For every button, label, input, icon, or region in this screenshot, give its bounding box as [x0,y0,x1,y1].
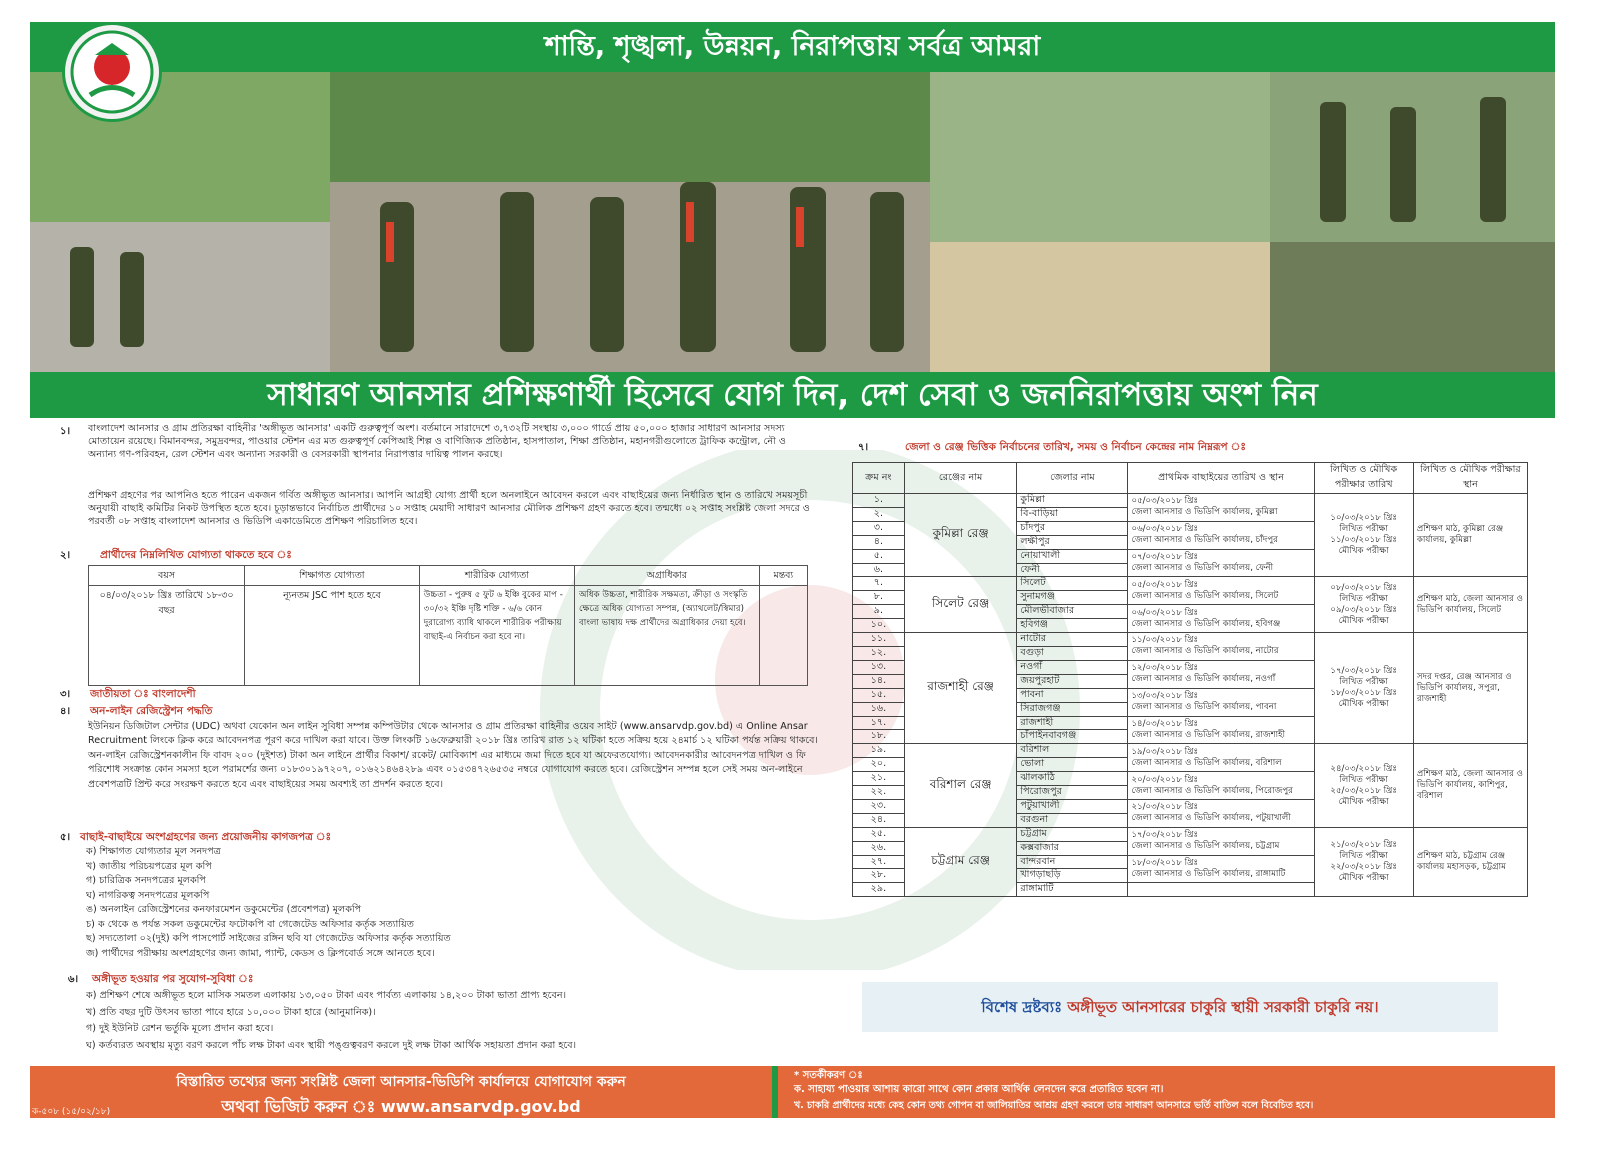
exam-date-line: লিখিত পরীক্ষা [1339,524,1388,535]
district-cell: পিরোজপুর [1017,786,1128,800]
district-cell: লক্ষীপুর [1017,535,1128,549]
age-cell: ০৪/০৩/২০১৮ খ্রিঃ তারিখে ১৮-৩০ বছর [89,586,245,686]
district-cell: বি-বাড়িয়া [1017,507,1128,521]
prelim-date: ১৯/০৩/২০১৮ খ্রিঃ [1131,746,1199,757]
header-exam-place: লিখিত ও মৌখিক পরীক্ষার স্থান [1413,463,1527,494]
remarks-cell [759,586,807,686]
prelim-cell [1128,494,1314,522]
header-age: বয়স [89,566,245,586]
district-cell: সুনামগঞ্জ [1017,591,1128,605]
prelim-date: ১৭/০৩/২০১৮ খ্রিঃ [1131,830,1199,841]
prelim-cell [1128,521,1314,549]
district-cell: চাঁপাইনবাবগঞ্জ [1017,730,1128,744]
prelim-place: জেলা আনসার ও ভিডিপি কার্যালয়, নাটোর [1131,646,1279,657]
prelim-cell [1128,799,1314,827]
benefits-list [86,988,826,1054]
schedule-header-row [853,463,1528,494]
serial-cell: ৭. [853,577,905,591]
headline: সাধারণ আনসার প্রশিক্ষণার্থী হিসেবে যোগ দিন, দেশ সেবা ও জননিরাপত্তায় অংশ নিন [267,377,1318,413]
district-cell: সিলেট [1017,577,1128,591]
serial-cell: ৪. [853,535,905,549]
prelim-place: জেলা আনসার ও ভিডিপি কার্যালয়, পাবনা [1131,702,1277,713]
exam-date-line: ১১/০৩/২০১৮ খ্রিঃ [1330,535,1397,546]
exam-date-line: ২২/০৩/২০১৮ খ্রিঃ [1330,862,1397,873]
serial-cell: ২৬. [853,841,905,855]
district-cell: ভোলা [1017,758,1128,772]
physical-cell: উচ্চতা - পুরুষ ৫ ফুট ৬ ইঞ্চি বুকের মাপ - ৩০/৩২ ইঞ্চি দৃষ্টি শক্তি - ৬/৬ কোন দুরারোগ্য ব্যাধি থাকলে শারীরিক পরীক্ষায় বাছাই-এ নির্বাচন করা হবে না। [419,586,574,686]
district-cell: চাঁদপুর [1017,521,1128,535]
notice-text: অঙ্গীভূত আনসারের চাকুরি স্থায়ী সরকারী চাকুরি নয়। [1067,998,1379,1016]
district-cell: কক্সবাজার [1017,841,1128,855]
prelim-date: ১৪/০৩/২০১৮ খ্রিঃ [1131,718,1199,729]
header-priority: অগ্রাধিকার [574,566,759,586]
serial-cell: ১৫. [853,688,905,702]
education-cell: ন্যূনতম JSC পাশ হতে হবে [245,586,420,686]
section-6-title: অঙ্গীভূত হওয়ার পর সুযোগ-সুবিধা ঃ [92,973,254,985]
prelim-cell [1128,772,1314,800]
section-5-number: ৫। [60,832,71,843]
warning-2: খ. চাকরি প্রার্থীদের মধ্যে কেহ কোন তথ্য গোপন বা জালিয়াতির আশ্রয় গ্রহণ করলে তার সাধারণ আনসারে ভর্তি বাতিল বলে বিবেচিত হবে। [794,1100,1314,1111]
list-item: চ) ক থেকে ঙ পর্যন্ত সকল ডকুমেন্টের ফটোকপি বা গেজেটেড অফিসার কর্তৃক সত্যায়িত [86,918,414,930]
top-banner [30,22,1555,72]
exam-date-line: লিখিত পরীক্ষা [1339,851,1388,862]
list-item: ঙ) অনলাইন রেজিস্ট্রেশনের কনফারমেশন ডকুমেন্টের (প্রবেশপত্র) মূলকপি [86,904,362,915]
header-district: জেলার নাম [1017,463,1128,494]
district-cell: বগুড়া [1017,646,1128,660]
serial-cell: ৯. [853,605,905,619]
serial-cell: ১৩. [853,660,905,674]
schedule-row [853,744,1528,758]
prelim-date: ২০/০৩/২০১৮ খ্রিঃ [1131,774,1199,785]
serial-cell: ১০. [853,619,905,633]
exam-place-cell: প্রশিক্ষণ মাঠ, চট্টগ্রাম রেঞ্জ কার্যালয় মহাসড়ক, চট্টগ্রাম [1413,827,1527,897]
district-cell: সিরাজগঞ্জ [1017,702,1128,716]
header-remarks: মন্তব্য [759,566,807,586]
prelim-place: জেলা আনসার ও ভিডিপি কার্যালয়, রাজশাহী [1131,729,1286,740]
prelim-date: ২১/০৩/২০১৮ খ্রিঃ [1131,802,1199,813]
exam-date-line: ১৮/০৩/২০১৮ খ্রিঃ [1330,688,1397,699]
footer-contact-bar [30,1066,772,1118]
district-cell: কুমিল্লা [1017,494,1128,508]
range-name-cell: সিলেট রেঞ্জ [904,577,1017,633]
district-cell: নওগাঁ [1017,660,1128,674]
notice-box [862,982,1498,1032]
serial-cell: ১৮. [853,730,905,744]
district-cell: ফেনী [1017,563,1128,577]
qualification-header-row [89,566,808,586]
schedule-row [853,827,1528,841]
prelim-date: ১৩/০৩/২০১৮ খ্রিঃ [1131,691,1199,702]
section-3-title: জাতীয়তা ঃ বাংলাদেশী [90,688,196,700]
exam-date-line: ১০/০৩/২০১৮ খ্রিঃ [1330,513,1397,524]
prelim-cell [1128,855,1314,883]
exam-date-line: মৌখিক পরীক্ষা [1338,615,1389,626]
range-name-cell: বরিশাল রেঞ্জ [904,744,1017,827]
district-cell: বান্দরবান [1017,855,1128,869]
collage-svg [30,72,1555,372]
serial-cell: ২৫. [853,827,905,841]
serial-cell: ১৬. [853,702,905,716]
exam-date-cell [1314,744,1413,827]
serial-cell: ১৪. [853,674,905,688]
district-cell: জয়পুরহাট [1017,674,1128,688]
section-1-number: ১। [60,426,71,437]
district-cell: পাবনা [1017,688,1128,702]
exam-place-cell: প্রশিক্ষণ মাঠ, জেলা আনসার ও ভিডিপি কার্যালয়, সিলেট [1413,577,1527,633]
serial-cell: ২১. [853,772,905,786]
photo-collage [30,72,1555,372]
prelim-place: জেলা আনসার ও ভিডিপি কার্যালয়, নওগাঁ [1131,674,1276,685]
training-ground-photo [930,72,1270,242]
qualification-row [89,586,808,686]
warning-title: * সতর্কীকরণ ঃ [794,1070,863,1081]
footer-warning-bar [772,1066,1555,1118]
list-item: খ) প্রতি বছর দুটি উৎসব ভাতা পাবে হারে ১০,০০০ টাকা হারে (আনুমানিক)। [86,1006,376,1018]
exam-date-line: লিখিত পরীক্ষা [1339,774,1388,785]
exam-date-line: লিখিত পরীক্ষা [1339,677,1388,688]
district-cell: চট্টগ্রাম [1017,827,1128,841]
prelim-place: জেলা আনসার ও ভিডিপি কার্যালয়, চাঁদপুর [1131,535,1278,546]
prelim-cell [1128,716,1314,744]
footer-divider [772,1066,778,1118]
ansar-vdp-logo [62,22,162,122]
district-cell: রাঙ্গামাটি [1017,883,1128,897]
section-3-number: ৩। [60,689,71,700]
prelim-date: ১৮/০৩/২০১৮ খ্রিঃ [1131,857,1199,868]
prelim-cell [1128,633,1314,661]
exam-date-line: মৌখিক পরীক্ষা [1338,546,1389,557]
prelim-place: জেলা আনসার ও ভিডিপি কার্যালয়, সিলেট [1131,590,1279,601]
prelim-cell [1128,549,1314,577]
prelim-cell [1128,577,1314,605]
exam-date-line: মৌখিক পরীক্ষা [1338,873,1389,884]
district-cell: খাগড়াছড়ি [1017,869,1128,883]
emblem-icon [65,25,159,119]
serial-cell: ২৯. [853,883,905,897]
range-name-cell: কুমিল্লা রেঞ্জ [904,494,1017,577]
march-photo [330,182,930,372]
list-item: ক) শিক্ষাগত যোগ্যতার মূল সনদপত্র [86,846,221,857]
warning-1: ক. সাহায্য পাওয়ার আশায় কারো সাথে কোন প্রকার আর্থিক লেনদেন করে প্রতারিত হবেন না। [794,1084,1164,1095]
prelim-date: ১২/০৩/২০১৮ খ্রিঃ [1131,663,1199,674]
prelim-cell [1128,605,1314,633]
serial-cell: ৩. [853,521,905,535]
footer-website-link[interactable]: অথবা ভিজিট করুন ঃ www.ansarvdp.gov.bd [221,1097,581,1116]
schedule-row [853,494,1528,508]
prelim-place: জেলা আনসার ও ভিডিপি কার্যালয়, ফেনী [1131,563,1274,574]
serial-cell: ৬. [853,563,905,577]
prelim-cell [1128,660,1314,688]
section-2-title: প্রার্থীদের নিম্নলিখিত যোগ্যতা থাকতে হবে ঃ [100,549,292,561]
header-physical: শারীরিক যোগ্যতা [419,566,574,586]
header-range: রেঞ্জের নাম [904,463,1017,494]
exam-date-cell [1314,494,1413,577]
range-name-cell: চট্টগ্রাম রেঞ্জ [904,827,1017,897]
serial-cell: ২. [853,507,905,521]
serial-cell: ২৩. [853,799,905,813]
exam-date-line: ২৪/০৩/২০১৮ খ্রিঃ [1330,763,1397,774]
schedule-body [853,494,1528,897]
exam-date-cell [1314,577,1413,633]
exam-date-line: মৌখিক পরীক্ষা [1338,796,1389,807]
serial-cell: ২৭. [853,855,905,869]
pt-exercise-photo [930,242,1270,372]
exam-date-line: ০৮/০৩/২০১৮ খ্রিঃ [1330,582,1397,593]
exam-place-cell: প্রশিক্ষণ মাঠ, কুমিল্লা রেঞ্জ কার্যালয়, কুমিল্লা [1413,494,1527,577]
prelim-cell [1128,883,1314,897]
district-cell: রাজশাহী [1017,716,1128,730]
prelim-cell [1128,827,1314,855]
exam-place-cell: সদর দপ্তর, রেঞ্জ আনসার ও ভিডিপি কার্যালয়, সপুরা, রাজশাহী [1413,633,1527,744]
district-cell: মৌলভীবাজার [1017,605,1128,619]
schedule-table [852,462,1528,897]
serial-cell: ১৭. [853,716,905,730]
section-7-title: জেলা ও রেঞ্জ ভিত্তিক নির্বাচনের তারিখ, সময় ও নির্বাচন কেন্দ্রের নাম নিম্নরূপ ঃ [905,441,1247,453]
priority-cell: অধিক উচ্চতা, শারীরিক সক্ষমতা, ক্রীড়া ও সংস্কৃতি ক্ষেত্রে অধিক যোগ্যতা সম্পন্ন, (অ্যাথলেট/স্বিমার) বাংলা ভাষায় দক্ষ প্রার্থীদের অগ্রাধিকার দেয়া হবে। [574,586,759,686]
section-5-title: বাছাই-বাছাইয়ে অংশগ্রহণের জন্য প্রয়োজনীয় কাগজপত্র ঃ [80,831,332,843]
serial-cell: ৮. [853,591,905,605]
exam-date-line: ০৯/০৩/২০১৮ খ্রিঃ [1330,604,1397,615]
list-item: ছ) সদ্যতোলা ০২(দুই) কপি পাসপোর্ট সাইজের রঙ্গিন ছবি যা গেজেটেড অফিসার কর্তৃক সত্যায়িত [86,933,451,944]
serial-cell: ২৪. [853,813,905,827]
list-item: গ) চারিত্রিক সনদপত্রের মূলকপি [86,875,206,886]
prelim-place: জেলা আনসার ও ভিডিপি কার্যালয়, কুমিল্লা [1131,507,1278,518]
prelim-cell [1128,688,1314,716]
header-prelim: প্রাথমিক বাছাইয়ের তারিখ ও স্থান [1128,463,1314,494]
prelim-date: ১১/০৩/২০১৮ খ্রিঃ [1131,635,1199,646]
list-item: ঘ) নাগরিকত্ব সনদপত্রের মূলকপি [86,889,210,901]
district-cell: ঝালকাঠি [1017,772,1128,786]
exam-date-line: ১৭/০৩/২০১৮ খ্রিঃ [1330,666,1397,677]
serial-cell: ১২. [853,646,905,660]
prelim-place: জেলা আনসার ও ভিডিপি কার্যালয়, পটুয়াখালী [1131,813,1291,824]
exam-date-cell [1314,633,1413,744]
serial-cell: ১. [853,494,905,508]
footer-contact: বিস্তারিত তথ্যের জন্য সংশ্লিষ্ট জেলা আনসার-ভিডিপি কার্যালয়ে যোগাযোগ করুন [176,1074,626,1090]
section-4-text: ইউনিয়ন ডিজিটাল সেন্টার (UDC) অথবা যেকোন অন লাইন সুবিধা সম্পন্ন কম্পিউটার থেকে আনসার ও গ্রাম প্রতিরক্ষা বাহিনীর ওয়েব সাইট (www.ansarvdp.gov.bd) এ Online Ansar Recruitment লিংকে ক্লিক করে আবেদনপত্র পূরণ করে দাখিল করা যাবে। উক্ত লিংকটি ১৬ফেব্রুয়ারী ২০১৮ খ্রিঃ তারিখ রাত ১২ ঘটিকা হতে সক্রিয় হয়ে ২৪মার্চ ১২ ঘটিকা পর্যন্ত সক্রিয় থাকবে। অন-লাইন রেজিস্ট্রেশনকালীন ফি বাবদ ২০০ (দুইশত) টাকা অন লাইনে প্রার্থীর বিকাশ/ রকেট/ মোবিক্যাশ এর মাধ্যমে জমা দিতে হবে যা অফেরতযোগ্য। আবেদনকারীর আবেদনপত্র দাখিল ও ফি পরিশোধ সংক্রান্ত কোন সমস্যা হলে পরামর্শের জন্য ০১৮৩০১৯৭২০৭, ০১৬২১৪৬৪২৮৯ এবং ০১৫৩৪৭২৬৫৩৫ নম্বরে যোগাযোগ করতে হবে। রেজিস্ট্রেশন সম্পন্ন হলে সেই সময় অন-লাইনে প্রবেশপত্রটি প্রিন্ট করে সংরক্ষণ করতে হবে এবং বাছাইয়ের সময় অবশ্যই তা প্রদর্শন করতে হবে। [88,721,818,790]
district-cell: বরগুনা [1017,813,1128,827]
section-4-number: ৪। [60,706,71,717]
exam-place-cell: প্রশিক্ষণ মাঠ, জেলা আনসার ও ভিডিপি কার্যালয়, কাশিপুর, বরিশাল [1413,744,1527,827]
prelim-cell [1128,744,1314,772]
trees-center [330,72,930,182]
serial-cell: ২০. [853,758,905,772]
notice-label: বিশেষ দ্রষ্টব্যঃ [981,998,1063,1016]
exam-date-line: ২৫/০৩/২০১৮ খ্রিঃ [1330,785,1397,796]
serial-cell: ৫. [853,549,905,563]
header-serial: ক্রম নং [853,463,905,494]
notice [862,982,1498,1032]
prelim-place: জেলা আনসার ও ভিডিপি কার্যালয়, বরিশাল [1131,757,1282,768]
exam-date-cell [1314,827,1413,897]
prelim-date: ০৫/০৩/২০১৮ খ্রিঃ [1131,579,1199,590]
range-name-cell: রাজশাহী রেঞ্জ [904,633,1017,744]
schedule-row [853,577,1528,591]
section-7-number: ৭। [858,442,869,453]
serial-cell: ১১. [853,633,905,647]
exam-date-line: লিখিত পরীক্ষা [1339,593,1388,604]
district-cell: বরিশাল [1017,744,1128,758]
district-cell: পটুয়াখালী [1017,799,1128,813]
qualification-table [88,565,808,686]
section-2-number: ২। [60,550,71,561]
rifle-lineup-photo [1270,242,1555,372]
list-item: খ) জাতীয় পরিচয়পত্রের মূল কপি [86,860,212,872]
section-6-number: ৬। [68,974,79,985]
prelim-place: জেলা আনসার ও ভিডিপি কার্যালয়, রাঙ্গামাটি [1131,868,1286,879]
header-exam-date: লিখিত ও মৌখিক পরীক্ষার তারিখ [1314,463,1413,494]
documents-list [86,845,826,961]
district-cell: নোয়াখালী [1017,549,1128,563]
section-4-title: অন-লাইন রেজিস্ট্রেশন পদ্ধতি [90,705,213,717]
footer-code: ক-৫০৮ (১৫/০২/১৮) [32,1107,111,1117]
list-item: গ) দুই ইউনিট রেশন ভর্তুকি মূল্যে প্রদান করা হবে। [86,1023,274,1034]
prelim-date: ০৬/০৩/২০১৮ খ্রিঃ [1131,607,1199,618]
list-item: ঘ) কর্তব্যরত অবস্থায় মৃত্যু বরণ করলে পাঁচ লক্ষ টাকা এবং স্থায়ী পঙ্গুত্ববরণ করলে দুই লক্ষ টাকা আর্থিক সহায়তা প্রদান করা হবে। [86,1039,577,1051]
prelim-date: ০৬/০৩/২০১৮ খ্রিঃ [1131,524,1199,535]
exam-date-line: ২১/০৩/২০১৮ খ্রিঃ [1330,840,1397,851]
prelim-date: ০৭/০৩/২০১৮ খ্রিঃ [1131,552,1199,563]
headline-bar [30,372,1555,418]
header-education: শিক্ষাগত যোগ্যতা [245,566,420,586]
prelim-place: জেলা আনসার ও ভিডিপি কার্যালয়, চট্টগ্রাম [1131,841,1280,852]
list-item: জ) পার্থীদের পরীক্ষায় অংশগ্রহণের জন্য জামা, প্যান্ট, কেডস ও ক্লিপবোর্ড সঙ্গে আনতে হবে। [86,947,435,959]
district-cell: নাটোর [1017,633,1128,647]
exam-date-line: মৌখিক পরীক্ষা [1338,699,1389,710]
section-1-text-2: প্রশিক্ষণ গ্রহণের পর আপনিও হতে পারেন একজন গর্বিত অঙ্গীভূত আনসার। আপনি আগ্রহী যোগ্য প্রার্থী হলে অনলাইনে আবেদন করলে এবং বাছাইয়ের জন্য নির্ধারিত স্থান ও তারিখে সময়সূচী অনুযায়ী বাছাই কমিটির নিকট উপস্থিত হতে হবে। চূড়ান্তভাবে নির্বাচিত প্রার্থীদের ১০ সপ্তাহ মেয়াদী সাধারণ আনসার মৌলিক প্রশিক্ষণ গ্রহণ করতে হবে। তন্মধ্যে ০২ সপ্তাহ সংশ্লিষ্ট জেলা সদরে ও পরবর্তী ০৮ সপ্তাহ বাংলাদেশ আনসার ও ভিডিপি একাডেমিতে প্রশিক্ষণ পরিচালিত হবে। [88,490,810,528]
list-item: ক) প্রশিক্ষণ শেষে অঙ্গীভূত হলে মাসিক সমতল এলাকায় ১৩,০৫০ টাকা এবং পার্বত্য এলাকায় ১৪,২০০ টাকা ভাতা প্রাপ্য হবেন। [86,990,566,1001]
section-1-text: বাংলাদেশ আনসার ও গ্রাম প্রতিরক্ষা বাহিনীর 'অঙ্গীভূত আনসার' একটি গুরুত্বপূর্ণ অংশ। বর্তমানে সারাদেশে ৩,৭৩২টি সংস্থায় ৩,০০০ গার্ডে প্রায় ৫০,০০০ হাজার সাধারণ আনসার সদস্য মোতায়েন রয়েছে। বিমানবন্দর, সমুদ্রবন্দর, পাওয়ার স্টেশন এর মত গুরুত্বপূর্ণ কেপিআই শিল্প ও বাণিজ্যিক প্রতিষ্ঠান, হাসপাতাল, শিক্ষা প্রতিষ্ঠান, মহানগরীগুলোতে ট্রাফিক কন্ট্রোল, নৌ ও অন্যান্য গণ-পরিবহন, রেল স্টেশন এবং অন্যান্য সরকারী ও বেসরকারী স্থাপনার নিরাপত্তার দায়িত্ব পালন করছে। [88,423,786,461]
slogan: শান্তি, শৃঙ্খলা, উন্নয়ন, নিরাপত্তায় সর্বত্র আমরা [544,31,1041,62]
prelim-place: জেলা আনসার ও ভিডিপি কার্যালয়, হবিগঞ্জ [1131,618,1281,629]
prelim-date: ০৫/০৩/২০১৮ খ্রিঃ [1131,496,1199,507]
serial-cell: ২২. [853,786,905,800]
district-cell: হবিগঞ্জ [1017,619,1128,633]
serial-cell: ১৯. [853,744,905,758]
schedule-row [853,633,1528,647]
prelim-place: জেলা আনসার ও ভিডিপি কার্যালয়, পিরোজপুর [1131,785,1293,796]
serial-cell: ২৮. [853,869,905,883]
